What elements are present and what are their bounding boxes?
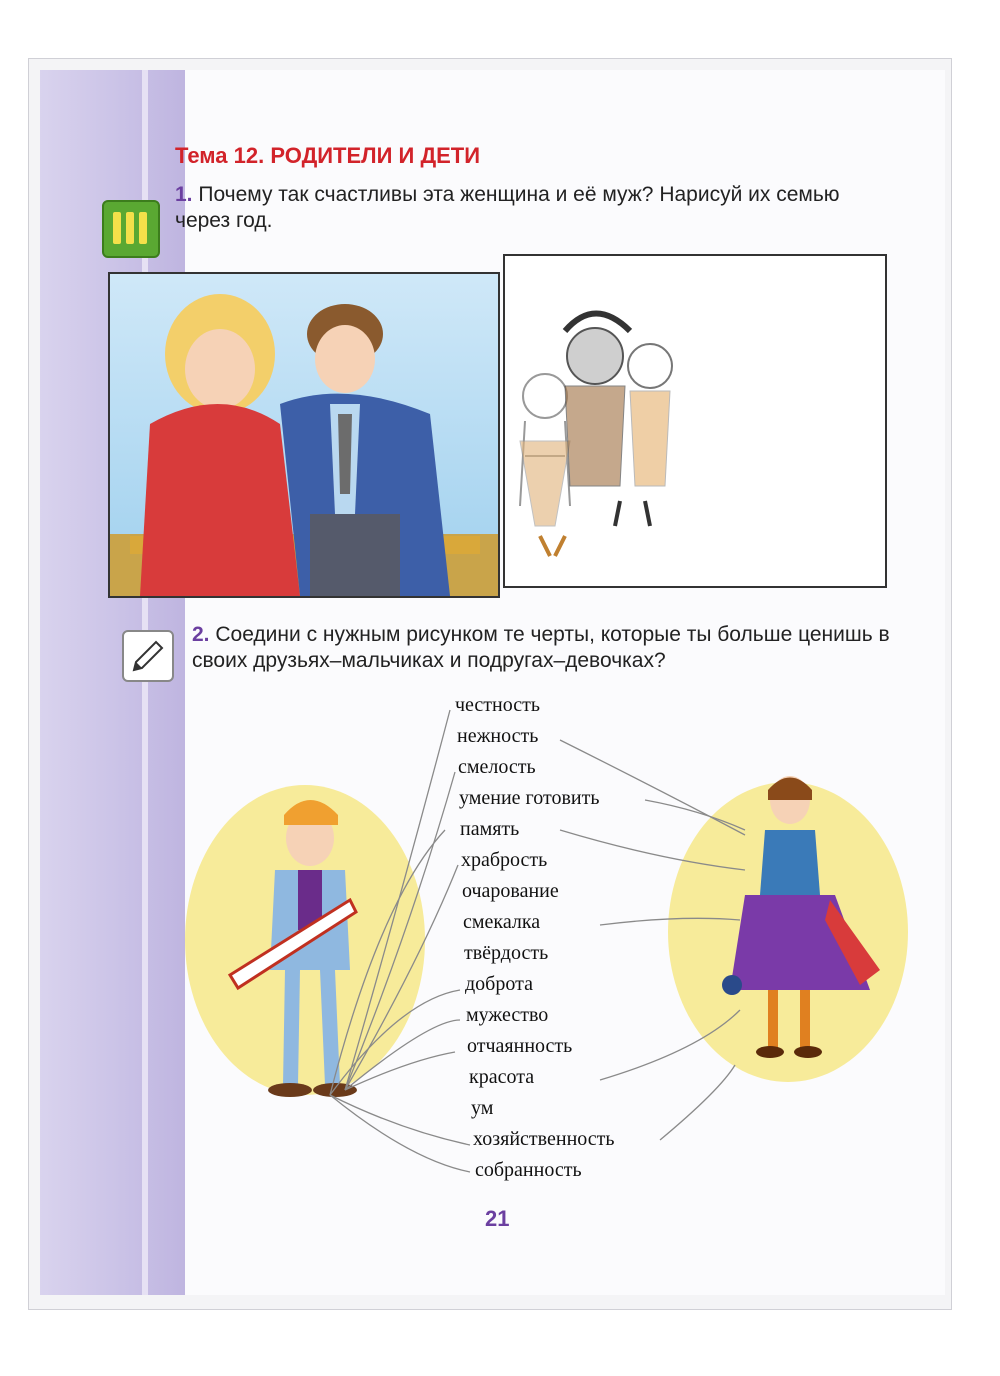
trait-item: доброта <box>465 973 533 995</box>
topic-title: РОДИТЕЛИ И ДЕТИ <box>270 143 481 168</box>
trait-item: честность <box>455 694 540 716</box>
task-2-number: 2. <box>192 623 210 646</box>
trait-item: твёрдость <box>464 942 549 964</box>
task-1-number: 1. <box>175 183 193 206</box>
trait-item: мужество <box>466 1004 549 1026</box>
trait-item: смелость <box>458 756 536 778</box>
girl-illustration <box>722 776 880 1058</box>
trait-item: храбрость <box>461 849 548 871</box>
task-2-text: Соедини с нужным рисунком те черты, которые ты больше ценишь в своих друзьях–мальчиках и подругах–девочках? <box>192 623 890 672</box>
trait-item: умение готовить <box>459 787 600 809</box>
trait-item: отчаянность <box>467 1035 573 1057</box>
trait-item: собранность <box>475 1159 582 1181</box>
topic-label: Тема <box>175 143 228 168</box>
trait-item: хозяйственность <box>473 1128 615 1150</box>
task-1-text: Почему так счастливы эта женщина и её муж? Нарисуй их семью через год. <box>175 183 840 232</box>
topic-number: 12. <box>233 143 265 168</box>
connection-lines <box>330 710 745 1172</box>
trait-item: нежность <box>457 725 539 747</box>
boy-illustration <box>230 800 357 1097</box>
trait-item: очарование <box>462 880 559 902</box>
trait-item: память <box>460 818 520 840</box>
page-number: 21 <box>485 1206 510 1231</box>
trait-item: смекалка <box>463 911 541 933</box>
trait-item: ум <box>471 1097 494 1119</box>
trait-item: красота <box>469 1066 535 1088</box>
